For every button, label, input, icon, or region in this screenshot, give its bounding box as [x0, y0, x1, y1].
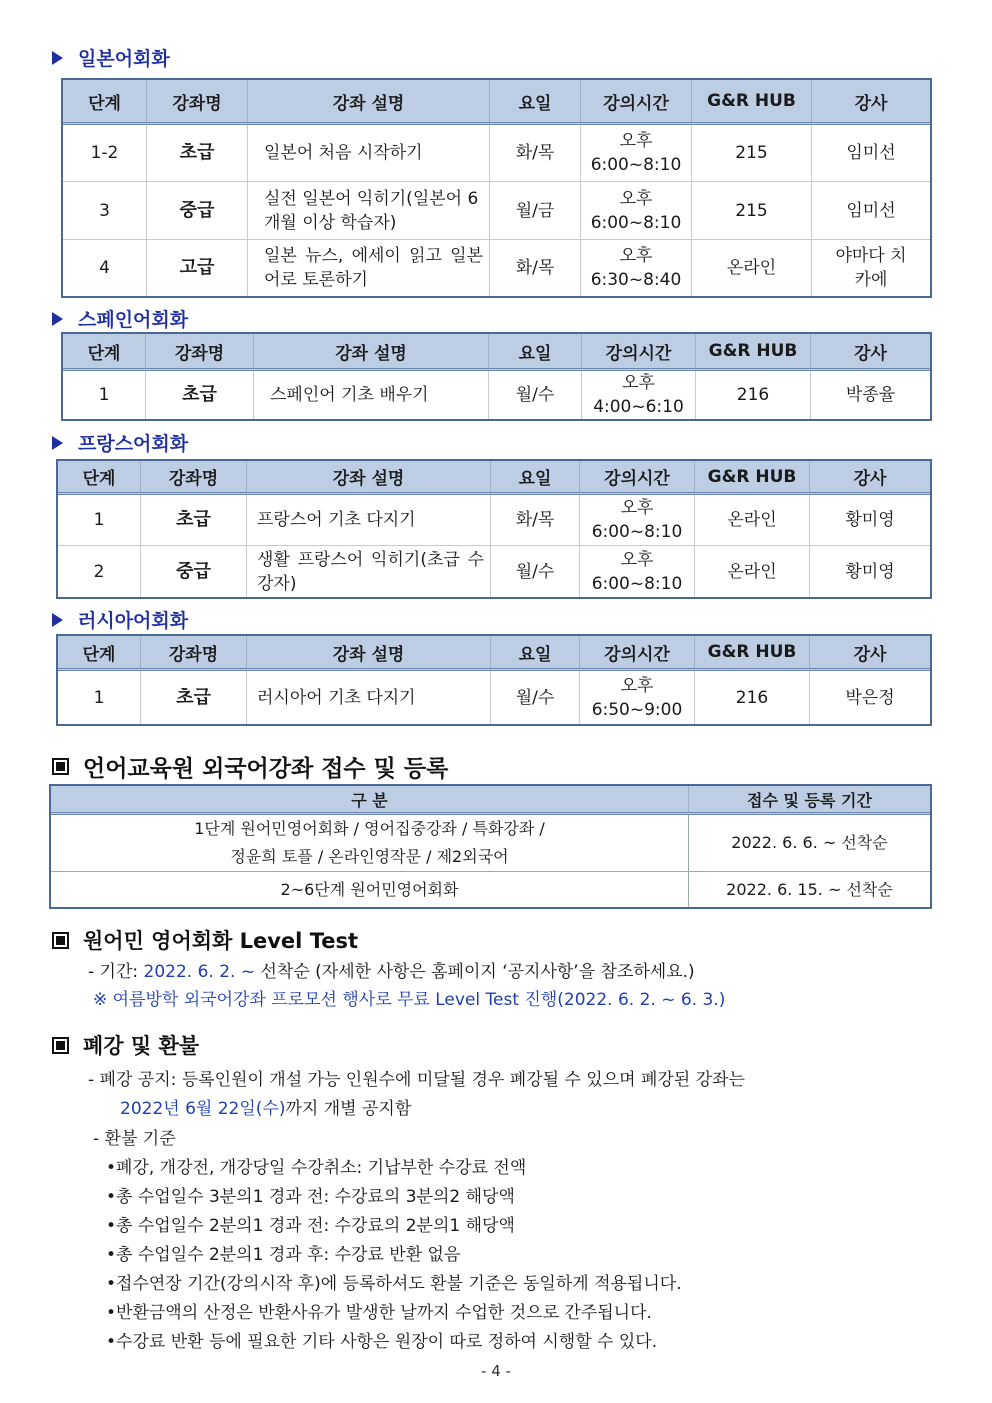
table-header-row: 구 분 접수 및 등록 기간 [51, 786, 931, 814]
header-teacher: 강사 [812, 80, 931, 124]
level-test-heading: 원어민 영어회화 Level Test [52, 925, 358, 955]
level-test-note: ※ 여름방학 외국어강좌 프로모션 행사로 무료 Level Test 진행(2022. 6. 2. ~ 6. 3.) [93, 990, 726, 1010]
square-bullet-icon [52, 932, 69, 949]
header-day: 요일 [490, 80, 581, 124]
section-title-russian: 러시아어회화 [50, 606, 188, 633]
french-course-table [57, 460, 931, 598]
table-row: 2 중급 생활 프랑스어 익히기(초급 수강자) 월/수 오후 6:00~8:10 온라인 황미영 [58, 546, 931, 598]
table-row: 1단계 원어민영어회화 / 영어집중강좌 / 특화강좌 / 정윤희 토플 / 온라인영작문 / 제2외국어 2022. 6. 6. ~ 선착순 [51, 814, 931, 872]
registration-heading: 언어교육원 외국어강좌 접수 및 등록 [52, 750, 448, 783]
table-row: 3 중급 실전 일본어 익히기(일본어 6개월 이상 학습자) 월/금 오후 6:00~8:10 215 임미선 [63, 182, 931, 240]
page-number: - 4 - [481, 1362, 511, 1380]
list-item: •폐강, 개강전, 개강당일 수강취소: 기납부한 수강료 전액 [106, 1158, 527, 1178]
triangle-bullet-icon [52, 436, 63, 450]
header-level: 단계 [63, 80, 147, 124]
table-row: 1 초급 스페인어 기초 배우기 월/수 오후 4:00~6:10 216 박종율 [63, 370, 931, 420]
table-row: 1 초급 러시아어 기초 다지기 월/수 오후 6:50~9:00 216 박은정 [58, 670, 931, 725]
triangle-bullet-icon [52, 312, 63, 326]
header-hub: G&R HUB [692, 80, 812, 124]
header-desc: 강좌 설명 [248, 80, 490, 124]
refund-notice-date: 2022년 6월 22일(수)까지 개별 공지함 [120, 1099, 412, 1119]
section-title-spanish: 스페인어회화 [50, 305, 188, 332]
table-row: 4 고급 일본 뉴스, 에세이 읽고 일본어로 토론하기 화/목 오후 6:30~8:40 온라인 야마다 치카에 [63, 240, 931, 297]
refund-notice: - 폐강 공지: 등록인원이 개설 가능 인원수에 미달될 경우 폐강될 수 있으며 폐강된 강좌는 [88, 1070, 745, 1090]
header-name: 강좌명 [147, 80, 248, 124]
table-header-row: 단계 강좌명 강좌 설명 요일 강의시간 G&R HUB 강사 [58, 461, 931, 494]
list-item: •접수연장 기간(강의시작 후)에 등록하셔도 환불 기준은 동일하게 적용됩니다. [106, 1274, 682, 1294]
list-item: •반환금액의 산정은 반환사유가 발생한 날까지 수업한 것으로 간주됩니다. [106, 1303, 652, 1323]
list-item: •수강료 반환 등에 필요한 기타 사항은 원장이 따로 정하여 시행할 수 있다. [106, 1332, 658, 1352]
table-header-row: 단계 강좌명 강좌 설명 요일 강의시간 G&R HUB 강사 [63, 334, 931, 370]
square-bullet-icon [52, 758, 69, 775]
russian-course-table [57, 635, 931, 725]
list-item: •총 수업일수 2분의1 경과 후: 수강료 반환 없음 [106, 1245, 461, 1265]
registration-table [50, 785, 931, 908]
table-row: 1 초급 프랑스어 기초 다지기 화/목 오후 6:00~8:10 온라인 황미영 [58, 494, 931, 546]
list-item: •총 수업일수 3분의1 경과 전: 수강료의 3분의2 해당액 [106, 1187, 515, 1207]
spanish-course-table [62, 333, 931, 420]
table-header-row: 단계 강좌명 강좌 설명 요일 강의시간 G&R HUB 강사 [58, 636, 931, 670]
refund-heading: 폐강 및 환불 [52, 1030, 199, 1060]
table-header-row [63, 80, 931, 124]
square-bullet-icon [52, 1037, 69, 1054]
list-item: •총 수업일수 2분의1 경과 전: 수강료의 2분의1 해당액 [106, 1216, 515, 1236]
refund-criteria-title: - 환불 기준 [93, 1129, 176, 1149]
header-time: 강의시간 [581, 80, 692, 124]
triangle-bullet-icon [52, 613, 63, 627]
table-row: 2~6단계 원어민영어회화 2022. 6. 15. ~ 선착순 [51, 872, 931, 908]
level-test-period: - 기간: 2022. 6. 2. ~ 선착순 (자세한 사항은 홈페이지 ‘공지사항’을 참조하세요.) [88, 962, 695, 982]
triangle-bullet-icon [52, 51, 63, 65]
section-title-french: 프랑스어회화 [50, 429, 188, 456]
table-row: 1-2 초급 일본어 처음 시작하기 화/목 오후 6:00~8:10 215 임미선 [63, 124, 931, 182]
japanese-course-table [62, 79, 931, 297]
section-title-japanese: 일본어회화 [50, 44, 170, 71]
